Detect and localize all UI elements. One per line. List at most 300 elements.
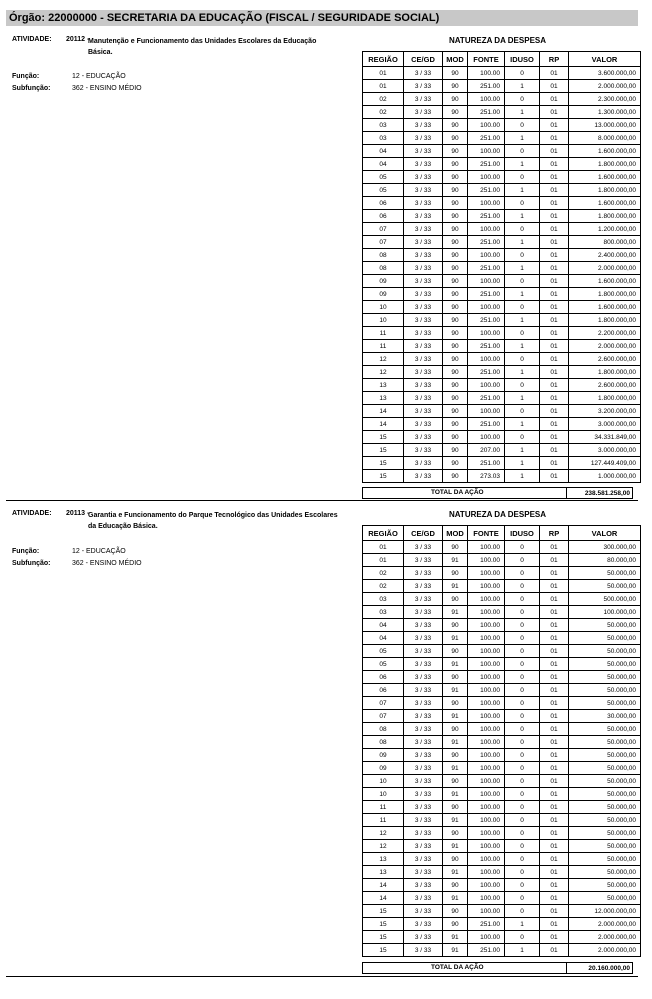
cell-fonte: 251.00 [468, 158, 505, 171]
cell-regiao: 15 [363, 431, 404, 444]
cell-mod: 90 [443, 132, 468, 145]
cell-regiao: 14 [363, 892, 404, 905]
table-row [363, 632, 641, 645]
cell-rp: 01 [540, 418, 569, 431]
cell-fonte: 100.00 [468, 645, 505, 658]
cell-regiao: 03 [363, 593, 404, 606]
table-row [363, 918, 641, 931]
cell-ce-gd: 3 / 33 [404, 197, 443, 210]
table-row [363, 392, 641, 405]
cell-regiao: 13 [363, 392, 404, 405]
cell-iduso: 0 [505, 379, 540, 392]
cell-mod: 90 [443, 457, 468, 470]
cell-iduso: 0 [505, 593, 540, 606]
cell-iduso: 0 [505, 541, 540, 554]
cell-valor: 50.000,00 [569, 632, 641, 645]
cell-fonte: 100.00 [468, 762, 505, 775]
cell-ce-gd: 3 / 33 [404, 710, 443, 723]
cell-iduso: 0 [505, 736, 540, 749]
cell-iduso: 0 [505, 684, 540, 697]
table-row [363, 541, 641, 554]
cell-valor: 8.000.000,00 [569, 132, 641, 145]
section-divider [6, 500, 638, 501]
cell-iduso: 1 [505, 210, 540, 223]
cell-rp: 01 [540, 723, 569, 736]
cell-fonte: 251.00 [468, 262, 505, 275]
cell-mod: 90 [443, 106, 468, 119]
cell-rp: 01 [540, 710, 569, 723]
table-row [363, 697, 641, 710]
cell-fonte: 100.00 [468, 892, 505, 905]
cell-regiao: 11 [363, 801, 404, 814]
cell-mod: 90 [443, 314, 468, 327]
cell-rp: 01 [540, 749, 569, 762]
table-row [363, 197, 641, 210]
cell-rp: 01 [540, 444, 569, 457]
table-row [363, 106, 641, 119]
column-header-iduso: IDUSO [505, 52, 540, 67]
cell-mod: 90 [443, 697, 468, 710]
cell-ce-gd: 3 / 33 [404, 762, 443, 775]
cell-regiao: 05 [363, 184, 404, 197]
cell-fonte: 251.00 [468, 457, 505, 470]
cell-valor: 50.000,00 [569, 762, 641, 775]
cell-regiao: 13 [363, 866, 404, 879]
cell-iduso: 1 [505, 80, 540, 93]
column-header-valor: VALOR [569, 52, 641, 67]
cell-fonte: 251.00 [468, 392, 505, 405]
cell-rp: 01 [540, 366, 569, 379]
table-row [363, 405, 641, 418]
cell-fonte: 273.03 [468, 470, 505, 483]
cell-mod: 91 [443, 788, 468, 801]
cell-ce-gd: 3 / 33 [404, 275, 443, 288]
cell-iduso: 0 [505, 710, 540, 723]
cell-fonte: 100.00 [468, 119, 505, 132]
cell-mod: 90 [443, 827, 468, 840]
cell-iduso: 1 [505, 918, 540, 931]
cell-fonte: 100.00 [468, 671, 505, 684]
cell-regiao: 07 [363, 710, 404, 723]
cell-fonte: 100.00 [468, 697, 505, 710]
cell-mod: 91 [443, 762, 468, 775]
cell-mod: 90 [443, 262, 468, 275]
cell-fonte: 100.00 [468, 853, 505, 866]
table-row [363, 736, 641, 749]
table-row [363, 93, 641, 106]
cell-iduso: 0 [505, 223, 540, 236]
cell-iduso: 0 [505, 197, 540, 210]
cell-iduso: 1 [505, 158, 540, 171]
cell-rp: 01 [540, 918, 569, 931]
cell-iduso: 0 [505, 866, 540, 879]
table-row [363, 379, 641, 392]
cell-valor: 50.000,00 [569, 684, 641, 697]
table-row [363, 840, 641, 853]
cell-ce-gd: 3 / 33 [404, 67, 443, 80]
cell-valor: 50.000,00 [569, 671, 641, 684]
cell-fonte: 100.00 [468, 554, 505, 567]
cell-iduso: 0 [505, 671, 540, 684]
table-row [363, 931, 641, 944]
cell-regiao: 11 [363, 340, 404, 353]
cell-fonte: 100.00 [468, 593, 505, 606]
cell-iduso: 0 [505, 353, 540, 366]
cell-iduso: 0 [505, 580, 540, 593]
cell-ce-gd: 3 / 33 [404, 632, 443, 645]
table-row [363, 80, 641, 93]
funcao-label: Função: [12, 73, 40, 80]
cell-valor: 12.000.000,00 [569, 905, 641, 918]
cell-regiao: 07 [363, 236, 404, 249]
cell-mod: 90 [443, 158, 468, 171]
cell-regiao: 02 [363, 93, 404, 106]
cell-iduso: 1 [505, 444, 540, 457]
cell-regiao: 12 [363, 827, 404, 840]
cell-rp: 01 [540, 801, 569, 814]
cell-fonte: 100.00 [468, 827, 505, 840]
cell-rp: 01 [540, 944, 569, 957]
cell-valor: 1.800.000,00 [569, 184, 641, 197]
cell-rp: 01 [540, 892, 569, 905]
cell-valor: 50.000,00 [569, 658, 641, 671]
total-label: TOTAL DA AÇÃO [431, 964, 484, 971]
cell-rp: 01 [540, 249, 569, 262]
cell-rp: 01 [540, 314, 569, 327]
table-header-row [363, 52, 641, 67]
cell-regiao: 04 [363, 619, 404, 632]
cell-regiao: 08 [363, 262, 404, 275]
cell-rp: 01 [540, 671, 569, 684]
cell-mod: 90 [443, 301, 468, 314]
column-header-iduso: IDUSO [505, 526, 540, 541]
cell-rp: 01 [540, 67, 569, 80]
cell-rp: 01 [540, 457, 569, 470]
table-row [363, 262, 641, 275]
cell-ce-gd: 3 / 33 [404, 132, 443, 145]
cell-mod: 90 [443, 619, 468, 632]
cell-ce-gd: 3 / 33 [404, 262, 443, 275]
expense-table [362, 525, 641, 957]
subfuncao-value: 362 - ENSINO MÉDIO [72, 560, 142, 567]
cell-regiao: 15 [363, 905, 404, 918]
cell-fonte: 100.00 [468, 684, 505, 697]
column-header-mod: MOD [443, 52, 468, 67]
cell-valor: 2.000.000,00 [569, 931, 641, 944]
cell-iduso: 0 [505, 632, 540, 645]
table-row [363, 275, 641, 288]
cell-ce-gd: 3 / 33 [404, 392, 443, 405]
cell-regiao: 14 [363, 405, 404, 418]
cell-mod: 90 [443, 541, 468, 554]
table-row [363, 801, 641, 814]
cell-rp: 01 [540, 853, 569, 866]
cell-fonte: 100.00 [468, 197, 505, 210]
cell-rp: 01 [540, 340, 569, 353]
cell-fonte: 251.00 [468, 80, 505, 93]
cell-valor: 50.000,00 [569, 879, 641, 892]
cell-rp: 01 [540, 223, 569, 236]
table-row [363, 554, 641, 567]
cell-mod: 90 [443, 197, 468, 210]
cell-regiao: 09 [363, 762, 404, 775]
table-row [363, 210, 641, 223]
cell-fonte: 100.00 [468, 606, 505, 619]
cell-ce-gd: 3 / 33 [404, 801, 443, 814]
cell-iduso: 1 [505, 132, 540, 145]
subfuncao-value: 362 - ENSINO MÉDIO [72, 85, 142, 92]
cell-fonte: 251.00 [468, 106, 505, 119]
table-row [363, 418, 641, 431]
activity-description: Garantia e Funcionamento do Parque Tecnológico das Unidades Escolares da Educação Básica. [88, 512, 338, 530]
cell-regiao: 04 [363, 158, 404, 171]
cell-regiao: 08 [363, 736, 404, 749]
cell-ce-gd: 3 / 33 [404, 645, 443, 658]
cell-fonte: 100.00 [468, 379, 505, 392]
cell-regiao: 07 [363, 223, 404, 236]
cell-mod: 90 [443, 879, 468, 892]
column-header-regiao: REGIÃO [363, 526, 404, 541]
cell-ce-gd: 3 / 33 [404, 879, 443, 892]
cell-rp: 01 [540, 275, 569, 288]
cell-ce-gd: 3 / 33 [404, 301, 443, 314]
cell-mod: 91 [443, 944, 468, 957]
cell-ce-gd: 3 / 33 [404, 327, 443, 340]
cell-iduso: 0 [505, 723, 540, 736]
cell-mod: 90 [443, 249, 468, 262]
cell-regiao: 09 [363, 288, 404, 301]
cell-fonte: 100.00 [468, 866, 505, 879]
cell-ce-gd: 3 / 33 [404, 93, 443, 106]
cell-ce-gd: 3 / 33 [404, 658, 443, 671]
cell-iduso: 0 [505, 249, 540, 262]
cell-ce-gd: 3 / 33 [404, 236, 443, 249]
cell-regiao: 06 [363, 671, 404, 684]
cell-mod: 90 [443, 593, 468, 606]
cell-iduso: 0 [505, 931, 540, 944]
cell-ce-gd: 3 / 33 [404, 80, 443, 93]
cell-valor: 1.800.000,00 [569, 314, 641, 327]
cell-rp: 01 [540, 775, 569, 788]
cell-iduso: 0 [505, 93, 540, 106]
subfuncao-label: Subfunção: [12, 85, 51, 92]
cell-mod: 90 [443, 327, 468, 340]
cell-fonte: 100.00 [468, 567, 505, 580]
column-header-fonte: FONTE [468, 526, 505, 541]
cell-rp: 01 [540, 866, 569, 879]
funcao-value: 12 - EDUCAÇÃO [72, 73, 126, 80]
cell-iduso: 1 [505, 470, 540, 483]
cell-ce-gd: 3 / 33 [404, 470, 443, 483]
cell-rp: 01 [540, 814, 569, 827]
cell-rp: 01 [540, 697, 569, 710]
cell-fonte: 100.00 [468, 93, 505, 106]
cell-ce-gd: 3 / 33 [404, 405, 443, 418]
activity-code: 20113 - [66, 510, 90, 517]
cell-mod: 90 [443, 645, 468, 658]
cell-iduso: 0 [505, 275, 540, 288]
cell-mod: 90 [443, 353, 468, 366]
cell-regiao: 03 [363, 606, 404, 619]
cell-valor: 50.000,00 [569, 827, 641, 840]
cell-rp: 01 [540, 567, 569, 580]
cell-regiao: 01 [363, 80, 404, 93]
column-header-ce-gd: CE/GD [404, 526, 443, 541]
cell-fonte: 207.00 [468, 444, 505, 457]
cell-rp: 01 [540, 210, 569, 223]
cell-regiao: 13 [363, 379, 404, 392]
cell-valor: 1.600.000,00 [569, 171, 641, 184]
cell-rp: 01 [540, 788, 569, 801]
cell-regiao: 06 [363, 684, 404, 697]
cell-fonte: 100.00 [468, 145, 505, 158]
cell-iduso: 1 [505, 288, 540, 301]
cell-mod: 90 [443, 671, 468, 684]
cell-rp: 01 [540, 684, 569, 697]
cell-valor: 2.000.000,00 [569, 918, 641, 931]
cell-ce-gd: 3 / 33 [404, 827, 443, 840]
table-row [363, 145, 641, 158]
cell-valor: 1.600.000,00 [569, 145, 641, 158]
cell-fonte: 251.00 [468, 210, 505, 223]
cell-iduso: 0 [505, 801, 540, 814]
cell-mod: 90 [443, 405, 468, 418]
cell-rp: 01 [540, 554, 569, 567]
cell-mod: 90 [443, 210, 468, 223]
cell-iduso: 0 [505, 814, 540, 827]
cell-fonte: 251.00 [468, 184, 505, 197]
cell-ce-gd: 3 / 33 [404, 736, 443, 749]
cell-ce-gd: 3 / 33 [404, 775, 443, 788]
cell-ce-gd: 3 / 33 [404, 866, 443, 879]
cell-mod: 90 [443, 392, 468, 405]
table-row [363, 567, 641, 580]
cell-rp: 01 [540, 80, 569, 93]
funcao-value: 12 - EDUCAÇÃO [72, 548, 126, 555]
table-row [363, 301, 641, 314]
cell-fonte: 100.00 [468, 223, 505, 236]
table-row [363, 223, 641, 236]
cell-mod: 91 [443, 840, 468, 853]
cell-ce-gd: 3 / 33 [404, 853, 443, 866]
cell-iduso: 0 [505, 301, 540, 314]
cell-iduso: 0 [505, 171, 540, 184]
cell-regiao: 12 [363, 840, 404, 853]
cell-ce-gd: 3 / 33 [404, 580, 443, 593]
cell-mod: 90 [443, 431, 468, 444]
cell-mod: 90 [443, 275, 468, 288]
cell-regiao: 11 [363, 327, 404, 340]
table-row [363, 580, 641, 593]
cell-iduso: 0 [505, 905, 540, 918]
cell-mod: 90 [443, 853, 468, 866]
cell-valor: 50.000,00 [569, 749, 641, 762]
cell-mod: 90 [443, 444, 468, 457]
cell-iduso: 0 [505, 145, 540, 158]
cell-ce-gd: 3 / 33 [404, 106, 443, 119]
cell-valor: 50.000,00 [569, 775, 641, 788]
cell-iduso: 1 [505, 418, 540, 431]
cell-valor: 50.000,00 [569, 697, 641, 710]
cell-ce-gd: 3 / 33 [404, 249, 443, 262]
cell-valor: 1.200.000,00 [569, 223, 641, 236]
cell-regiao: 04 [363, 145, 404, 158]
cell-rp: 01 [540, 827, 569, 840]
cell-ce-gd: 3 / 33 [404, 671, 443, 684]
table-row [363, 827, 641, 840]
cell-valor: 1.300.000,00 [569, 106, 641, 119]
cell-iduso: 0 [505, 840, 540, 853]
cell-iduso: 0 [505, 606, 540, 619]
cell-regiao: 11 [363, 814, 404, 827]
table-row [363, 606, 641, 619]
table-row [363, 119, 641, 132]
cell-iduso: 0 [505, 775, 540, 788]
cell-ce-gd: 3 / 33 [404, 619, 443, 632]
cell-fonte: 100.00 [468, 814, 505, 827]
table-row [363, 853, 641, 866]
cell-fonte: 100.00 [468, 931, 505, 944]
cell-valor: 1.600.000,00 [569, 275, 641, 288]
cell-mod: 90 [443, 470, 468, 483]
cell-valor: 2.300.000,00 [569, 93, 641, 106]
cell-regiao: 06 [363, 210, 404, 223]
cell-regiao: 10 [363, 301, 404, 314]
cell-mod: 91 [443, 658, 468, 671]
cell-ce-gd: 3 / 33 [404, 814, 443, 827]
cell-valor: 50.000,00 [569, 736, 641, 749]
cell-iduso: 0 [505, 697, 540, 710]
activity-label: ATIVIDADE: [12, 36, 52, 43]
cell-mod: 90 [443, 340, 468, 353]
cell-valor: 50.000,00 [569, 866, 641, 879]
table-row [363, 470, 641, 483]
table-header-row [363, 526, 641, 541]
cell-regiao: 09 [363, 275, 404, 288]
cell-iduso: 1 [505, 236, 540, 249]
cell-fonte: 100.00 [468, 580, 505, 593]
natureza-title: NATUREZA DA DESPESA [448, 510, 547, 519]
cell-mod: 91 [443, 710, 468, 723]
cell-iduso: 0 [505, 567, 540, 580]
cell-fonte: 251.00 [468, 340, 505, 353]
cell-mod: 90 [443, 366, 468, 379]
cell-fonte: 251.00 [468, 132, 505, 145]
table-row [363, 762, 641, 775]
column-header-mod: MOD [443, 526, 468, 541]
table-row [363, 671, 641, 684]
cell-regiao: 05 [363, 645, 404, 658]
table-row [363, 658, 641, 671]
cell-rp: 01 [540, 145, 569, 158]
cell-mod: 91 [443, 684, 468, 697]
cell-fonte: 100.00 [468, 840, 505, 853]
cell-iduso: 1 [505, 184, 540, 197]
cell-fonte: 100.00 [468, 275, 505, 288]
section-divider [6, 976, 638, 977]
cell-fonte: 100.00 [468, 353, 505, 366]
cell-rp: 01 [540, 645, 569, 658]
cell-ce-gd: 3 / 33 [404, 567, 443, 580]
cell-valor: 2.000.000,00 [569, 340, 641, 353]
cell-rp: 01 [540, 93, 569, 106]
cell-iduso: 0 [505, 327, 540, 340]
table-row [363, 619, 641, 632]
cell-valor: 1.600.000,00 [569, 197, 641, 210]
cell-fonte: 251.00 [468, 314, 505, 327]
cell-valor: 3.200.000,00 [569, 405, 641, 418]
table-row [363, 236, 641, 249]
